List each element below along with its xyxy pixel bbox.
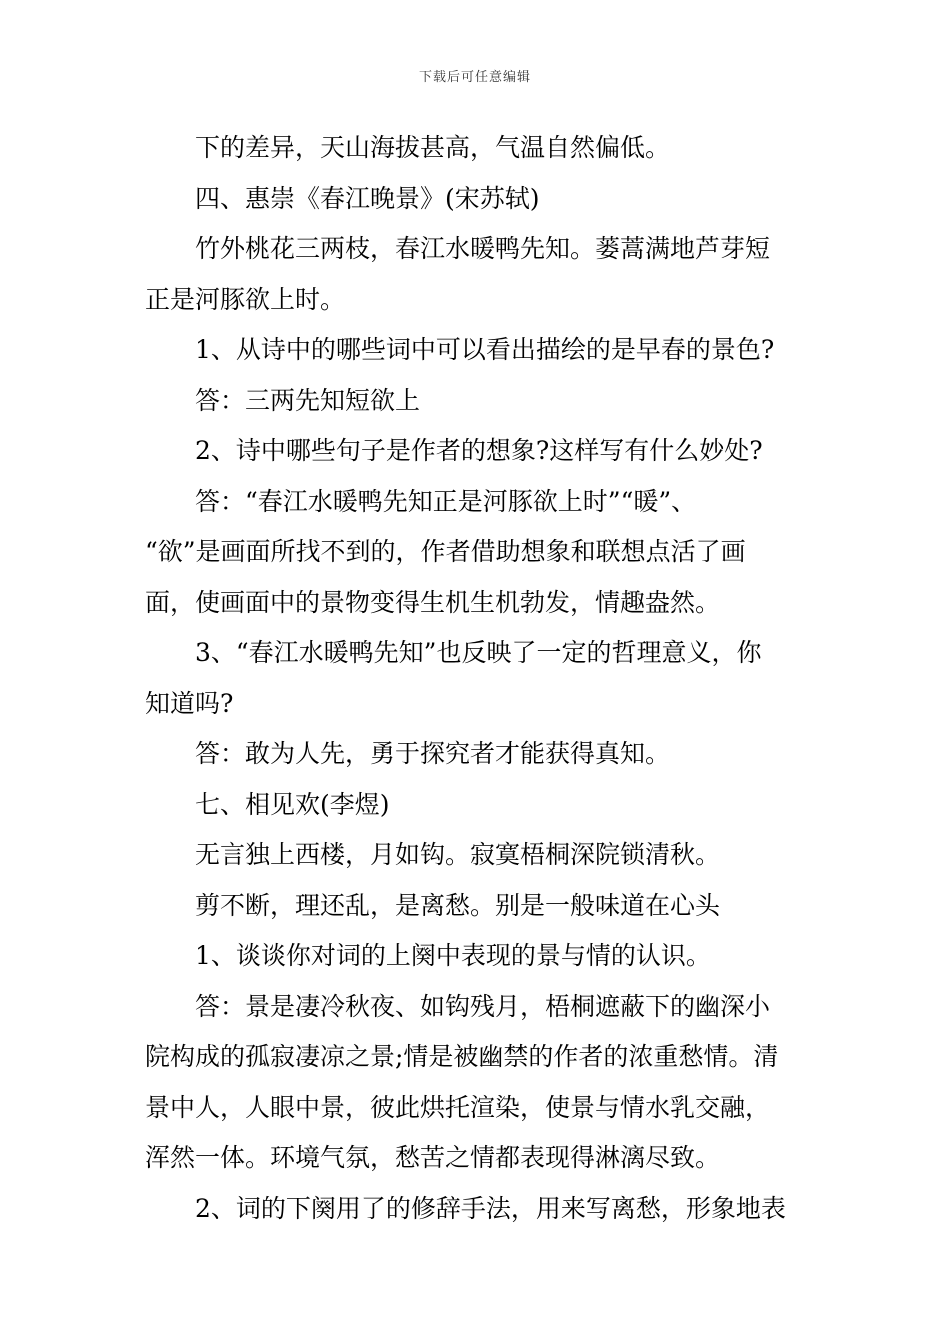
poem-line: 竹外桃花三两枝，春江水暖鸭先知。蒌蒿满地芦芽短 xyxy=(195,234,771,263)
question: 1、谈谈你对词的上阕中表现的景与情的认识。 xyxy=(195,941,711,970)
poem-line: 无言独上西楼，月如钩。寂寞梧桐深院锁清秋。 xyxy=(195,840,721,869)
poem-line: 剪不断，理还乱，是离愁。别是一般味道在心头 xyxy=(195,890,721,920)
answer: 答：景是凄冷秋夜、如钩残月，梧桐遮蔽下的幽深小 xyxy=(195,991,771,1021)
answer-continued: “欲”是画面所找不到的，作者借助想象和联想点活了画 xyxy=(145,537,746,566)
answer: 答：“春江水暖鸭先知正是河豚欲上时”“暖”、 xyxy=(195,486,697,516)
answer-continued: 景中人，人眼中景，彼此烘托渲染，使景与情水乳交融， xyxy=(145,1092,771,1122)
document-body xyxy=(145,123,810,1234)
question: 2、诗中哪些句子是作者的想象?这样写有什么妙处? xyxy=(195,436,763,465)
question: 2、词的下阕用了的修辞手法，用来写离愁，形象地表 xyxy=(195,1193,786,1223)
answer-continued: 院构成的孤寂凄凉之景;情是被幽禁的作者的浓重愁情。清 xyxy=(145,1042,779,1071)
section-heading: 四、惠崇《春江晚景》(宋苏轼) xyxy=(195,183,540,213)
section-heading: 七、相见欢(李煜) xyxy=(195,789,390,819)
question: 3、“春江水暖鸭先知”也反映了一定的哲理意义，你 xyxy=(195,638,762,667)
answer: 答：敢为人先，勇于探究者才能获得真知。 xyxy=(195,739,671,768)
question-continued: 知道吗? xyxy=(145,688,234,718)
poem-line: 正是河豚欲上时。 xyxy=(145,284,346,314)
text-line: 下的差异，天山海拔甚高，气温自然偏低。 xyxy=(195,133,671,162)
page-header: 下载后可任意编辑 xyxy=(418,70,531,85)
answer-continued: 浑然一体。环境气氛，愁苦之情都表现得淋漓尽致。 xyxy=(145,1143,721,1172)
question: 1、从诗中的哪些词中可以看出描绘的是早春的景色? xyxy=(195,335,775,364)
answer-continued: 面，使画面中的景物变得生机生机勃发，情趣盎然。 xyxy=(145,587,721,617)
answer: 答：三两先知短欲上 xyxy=(195,385,421,415)
